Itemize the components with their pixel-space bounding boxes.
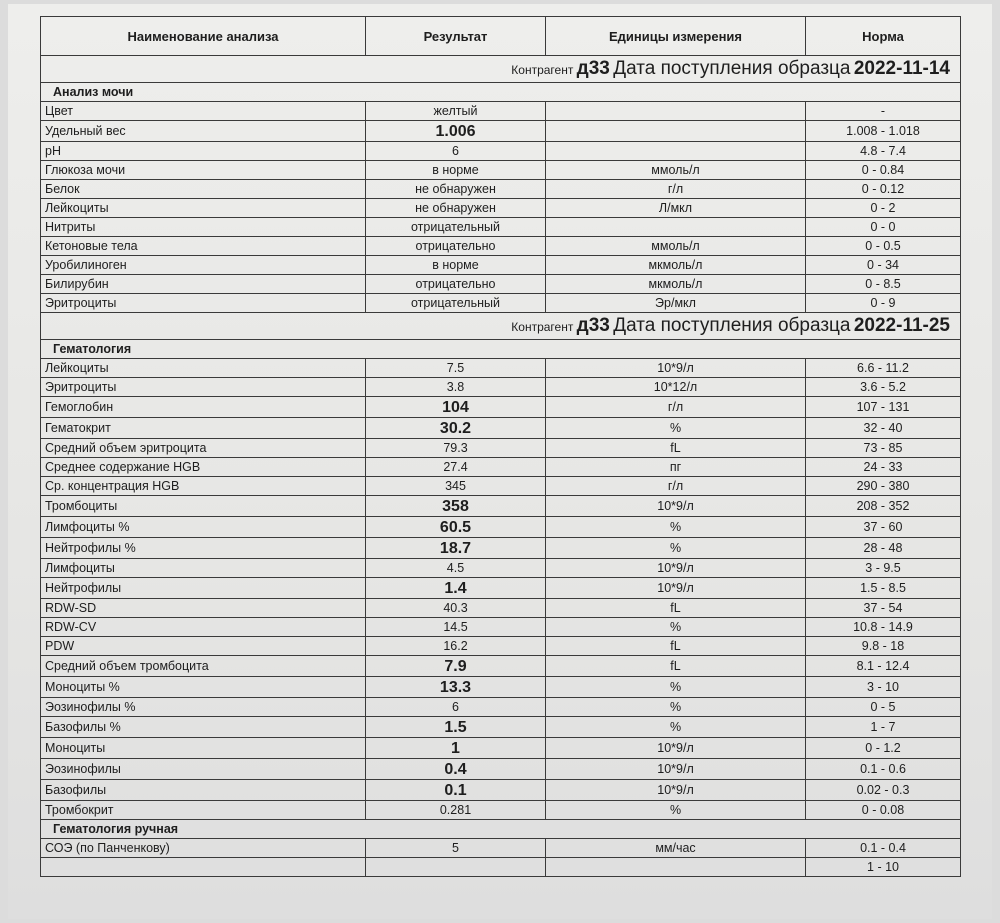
test-units: % <box>546 717 806 738</box>
test-norm: 1.5 - 8.5 <box>806 578 961 599</box>
test-units: % <box>546 618 806 637</box>
table-row <box>41 496 961 517</box>
test-name: Глюкоза мочи <box>41 161 366 180</box>
test-result: 5 <box>366 839 546 858</box>
test-units: 10*9/л <box>546 559 806 578</box>
test-units: г/л <box>546 397 806 418</box>
test-name: Моноциты <box>41 738 366 759</box>
contractor-label: Контрагент <box>511 319 574 334</box>
test-norm: 0 - 5 <box>806 698 961 717</box>
section-row <box>41 820 961 839</box>
table-row <box>41 121 961 142</box>
test-units: Л/мкл <box>546 199 806 218</box>
test-name: Базофилы % <box>41 717 366 738</box>
sample-date: 2022-11-14 <box>853 57 950 79</box>
table-row <box>41 538 961 559</box>
test-units <box>546 121 806 142</box>
test-name: Лимфоциты % <box>41 517 366 538</box>
table-row <box>41 801 961 820</box>
section-row <box>41 83 961 102</box>
test-result: 13.3 <box>366 677 546 698</box>
test-result: 1 <box>366 738 546 759</box>
test-name: PDW <box>41 637 366 656</box>
test-result: 7.9 <box>366 656 546 677</box>
test-name: Нейтрофилы <box>41 578 366 599</box>
test-result: 104 <box>366 397 546 418</box>
test-units: ммоль/л <box>546 237 806 256</box>
test-units: % <box>546 517 806 538</box>
test-units <box>546 102 806 121</box>
table-row <box>41 637 961 656</box>
test-norm: 0 - 0.5 <box>806 237 961 256</box>
test-result: 358 <box>366 496 546 517</box>
sample-date-label: Дата поступления образца <box>613 314 851 336</box>
test-result: 0.281 <box>366 801 546 820</box>
test-units: 10*9/л <box>546 780 806 801</box>
sample-header <box>41 56 961 83</box>
test-norm: 4.8 - 7.4 <box>806 142 961 161</box>
table-row <box>41 418 961 439</box>
table-row <box>41 180 961 199</box>
column-header-name: Наименование анализа <box>41 17 366 56</box>
test-norm: 0 - 2 <box>806 199 961 218</box>
test-units <box>546 218 806 237</box>
test-result: отрицательно <box>366 275 546 294</box>
test-norm: 37 - 54 <box>806 599 961 618</box>
table-row <box>41 275 961 294</box>
test-units: 10*12/л <box>546 378 806 397</box>
test-result: 18.7 <box>366 538 546 559</box>
table-row <box>41 142 961 161</box>
table-row <box>41 717 961 738</box>
test-name: Средний объем тромбоцита <box>41 656 366 677</box>
test-norm: 9.8 - 18 <box>806 637 961 656</box>
test-norm: 3 - 10 <box>806 677 961 698</box>
test-norm: 0.02 - 0.3 <box>806 780 961 801</box>
test-result: в норме <box>366 161 546 180</box>
test-result: 27.4 <box>366 458 546 477</box>
test-units: % <box>546 677 806 698</box>
test-result: 60.5 <box>366 517 546 538</box>
test-name: Средний объем эритроцита <box>41 439 366 458</box>
test-name: Среднее содержание HGB <box>41 458 366 477</box>
test-result: 79.3 <box>366 439 546 458</box>
table-row <box>41 618 961 637</box>
test-norm: 73 - 85 <box>806 439 961 458</box>
sample-header-row <box>41 313 961 340</box>
table-row <box>41 656 961 677</box>
test-result: не обнаружен <box>366 180 546 199</box>
test-units: 10*9/л <box>546 359 806 378</box>
test-name: Белок <box>41 180 366 199</box>
test-units: мкмоль/л <box>546 275 806 294</box>
test-result: 7.5 <box>366 359 546 378</box>
test-result <box>366 858 546 877</box>
test-norm: 6.6 - 11.2 <box>806 359 961 378</box>
test-name: Гемоглобин <box>41 397 366 418</box>
test-name: pH <box>41 142 366 161</box>
test-units: ммоль/л <box>546 161 806 180</box>
test-name: Нитриты <box>41 218 366 237</box>
test-units: % <box>546 418 806 439</box>
test-name: Цвет <box>41 102 366 121</box>
test-units: 10*9/л <box>546 759 806 780</box>
test-name: Эозинофилы <box>41 759 366 780</box>
test-norm: 32 - 40 <box>806 418 961 439</box>
sample-header-row <box>41 56 961 83</box>
test-result: 345 <box>366 477 546 496</box>
table-row <box>41 397 961 418</box>
test-name: Эритроциты <box>41 294 366 313</box>
table-row <box>41 578 961 599</box>
test-name <box>41 858 366 877</box>
table-row <box>41 738 961 759</box>
test-norm: 10.8 - 14.9 <box>806 618 961 637</box>
test-units: fL <box>546 599 806 618</box>
table-row <box>41 439 961 458</box>
test-norm: 3 - 9.5 <box>806 559 961 578</box>
test-name: СОЭ (по Панченкову) <box>41 839 366 858</box>
table-row <box>41 698 961 717</box>
test-name: Моноциты % <box>41 677 366 698</box>
test-result: 0.1 <box>366 780 546 801</box>
test-name: Удельный вес <box>41 121 366 142</box>
test-norm: 1.008 - 1.018 <box>806 121 961 142</box>
test-result: 30.2 <box>366 418 546 439</box>
sample-date: 2022-11-25 <box>853 314 950 336</box>
test-result: 1.4 <box>366 578 546 599</box>
test-units: мм/час <box>546 839 806 858</box>
test-norm: 1 - 10 <box>806 858 961 877</box>
column-header-units: Единицы измерения <box>546 17 806 56</box>
table-row <box>41 161 961 180</box>
test-norm: 290 - 380 <box>806 477 961 496</box>
test-result: 3.8 <box>366 378 546 397</box>
table-row <box>41 458 961 477</box>
test-name: Эозинофилы % <box>41 698 366 717</box>
test-result: отрицательно <box>366 237 546 256</box>
test-norm: 107 - 131 <box>806 397 961 418</box>
test-result: 4.5 <box>366 559 546 578</box>
section-row <box>41 340 961 359</box>
test-units: 10*9/л <box>546 578 806 599</box>
contractor-id: д33 <box>576 314 610 336</box>
test-units <box>546 142 806 161</box>
table-row <box>41 199 961 218</box>
test-name: Эритроциты <box>41 378 366 397</box>
test-name: Тромбоциты <box>41 496 366 517</box>
test-result: 16.2 <box>366 637 546 656</box>
test-norm: 208 - 352 <box>806 496 961 517</box>
column-header-norm: Норма <box>806 17 961 56</box>
table-row <box>41 677 961 698</box>
test-norm: 0 - 1.2 <box>806 738 961 759</box>
test-norm: 37 - 60 <box>806 517 961 538</box>
column-header-result: Результат <box>366 17 546 56</box>
table-row <box>41 378 961 397</box>
test-result: 40.3 <box>366 599 546 618</box>
test-units: г/л <box>546 180 806 199</box>
test-units: мкмоль/л <box>546 256 806 275</box>
table-row <box>41 599 961 618</box>
table-row <box>41 294 961 313</box>
table-row <box>41 780 961 801</box>
table-row <box>41 559 961 578</box>
test-result: 6 <box>366 698 546 717</box>
test-name: Гематокрит <box>41 418 366 439</box>
test-result: не обнаружен <box>366 199 546 218</box>
lab-results-table <box>40 16 961 877</box>
test-result: 0.4 <box>366 759 546 780</box>
column-header-row <box>41 17 961 56</box>
test-name: Кетоновые тела <box>41 237 366 256</box>
test-norm: 0 - 0.84 <box>806 161 961 180</box>
test-result: 1.5 <box>366 717 546 738</box>
test-result: отрицательный <box>366 294 546 313</box>
table-row <box>41 477 961 496</box>
test-norm: 0 - 0 <box>806 218 961 237</box>
test-result: 1.006 <box>366 121 546 142</box>
test-result: 14.5 <box>366 618 546 637</box>
test-norm: 0 - 9 <box>806 294 961 313</box>
sample-header <box>41 313 961 340</box>
test-units: % <box>546 538 806 559</box>
test-name: RDW-SD <box>41 599 366 618</box>
test-units: fL <box>546 637 806 656</box>
table-row <box>41 237 961 256</box>
table-row <box>41 218 961 237</box>
test-units: Эр/мкл <box>546 294 806 313</box>
test-result: в норме <box>366 256 546 275</box>
test-name: RDW-CV <box>41 618 366 637</box>
test-norm: - <box>806 102 961 121</box>
test-units: % <box>546 801 806 820</box>
test-units <box>546 858 806 877</box>
test-norm: 0.1 - 0.6 <box>806 759 961 780</box>
test-name: Базофилы <box>41 780 366 801</box>
test-name: Уробилиноген <box>41 256 366 275</box>
test-units: г/л <box>546 477 806 496</box>
test-name: Лейкоциты <box>41 199 366 218</box>
test-norm: 0 - 34 <box>806 256 961 275</box>
test-units: fL <box>546 656 806 677</box>
contractor-label: Контрагент <box>511 62 574 77</box>
table-row <box>41 256 961 275</box>
test-units: 10*9/л <box>546 496 806 517</box>
section-title-hematology: Гематология <box>41 340 961 359</box>
section-title-urine: Анализ мочи <box>41 83 961 102</box>
lab-report-page <box>8 4 992 919</box>
table-row <box>41 858 961 877</box>
table-row <box>41 839 961 858</box>
table-row <box>41 102 961 121</box>
test-norm: 8.1 - 12.4 <box>806 656 961 677</box>
test-units: пг <box>546 458 806 477</box>
table-row <box>41 517 961 538</box>
table-row <box>41 759 961 780</box>
section-title-manual: Гематология ручная <box>41 820 961 839</box>
test-units: % <box>546 698 806 717</box>
test-name: Ср. концентрация HGB <box>41 477 366 496</box>
test-units: 10*9/л <box>546 738 806 759</box>
test-result: 6 <box>366 142 546 161</box>
test-name: Билирубин <box>41 275 366 294</box>
test-norm: 0 - 0.12 <box>806 180 961 199</box>
test-norm: 28 - 48 <box>806 538 961 559</box>
test-norm: 3.6 - 5.2 <box>806 378 961 397</box>
test-norm: 0.1 - 0.4 <box>806 839 961 858</box>
test-name: Лейкоциты <box>41 359 366 378</box>
test-name: Лимфоциты <box>41 559 366 578</box>
table-row <box>41 359 961 378</box>
test-norm: 0 - 0.08 <box>806 801 961 820</box>
test-norm: 1 - 7 <box>806 717 961 738</box>
test-norm: 24 - 33 <box>806 458 961 477</box>
test-result: желтый <box>366 102 546 121</box>
test-name: Нейтрофилы % <box>41 538 366 559</box>
test-name: Тромбокрит <box>41 801 366 820</box>
sample-date-label: Дата поступления образца <box>613 57 851 79</box>
test-result: отрицательный <box>366 218 546 237</box>
contractor-id: д33 <box>576 57 610 79</box>
test-norm: 0 - 8.5 <box>806 275 961 294</box>
test-units: fL <box>546 439 806 458</box>
